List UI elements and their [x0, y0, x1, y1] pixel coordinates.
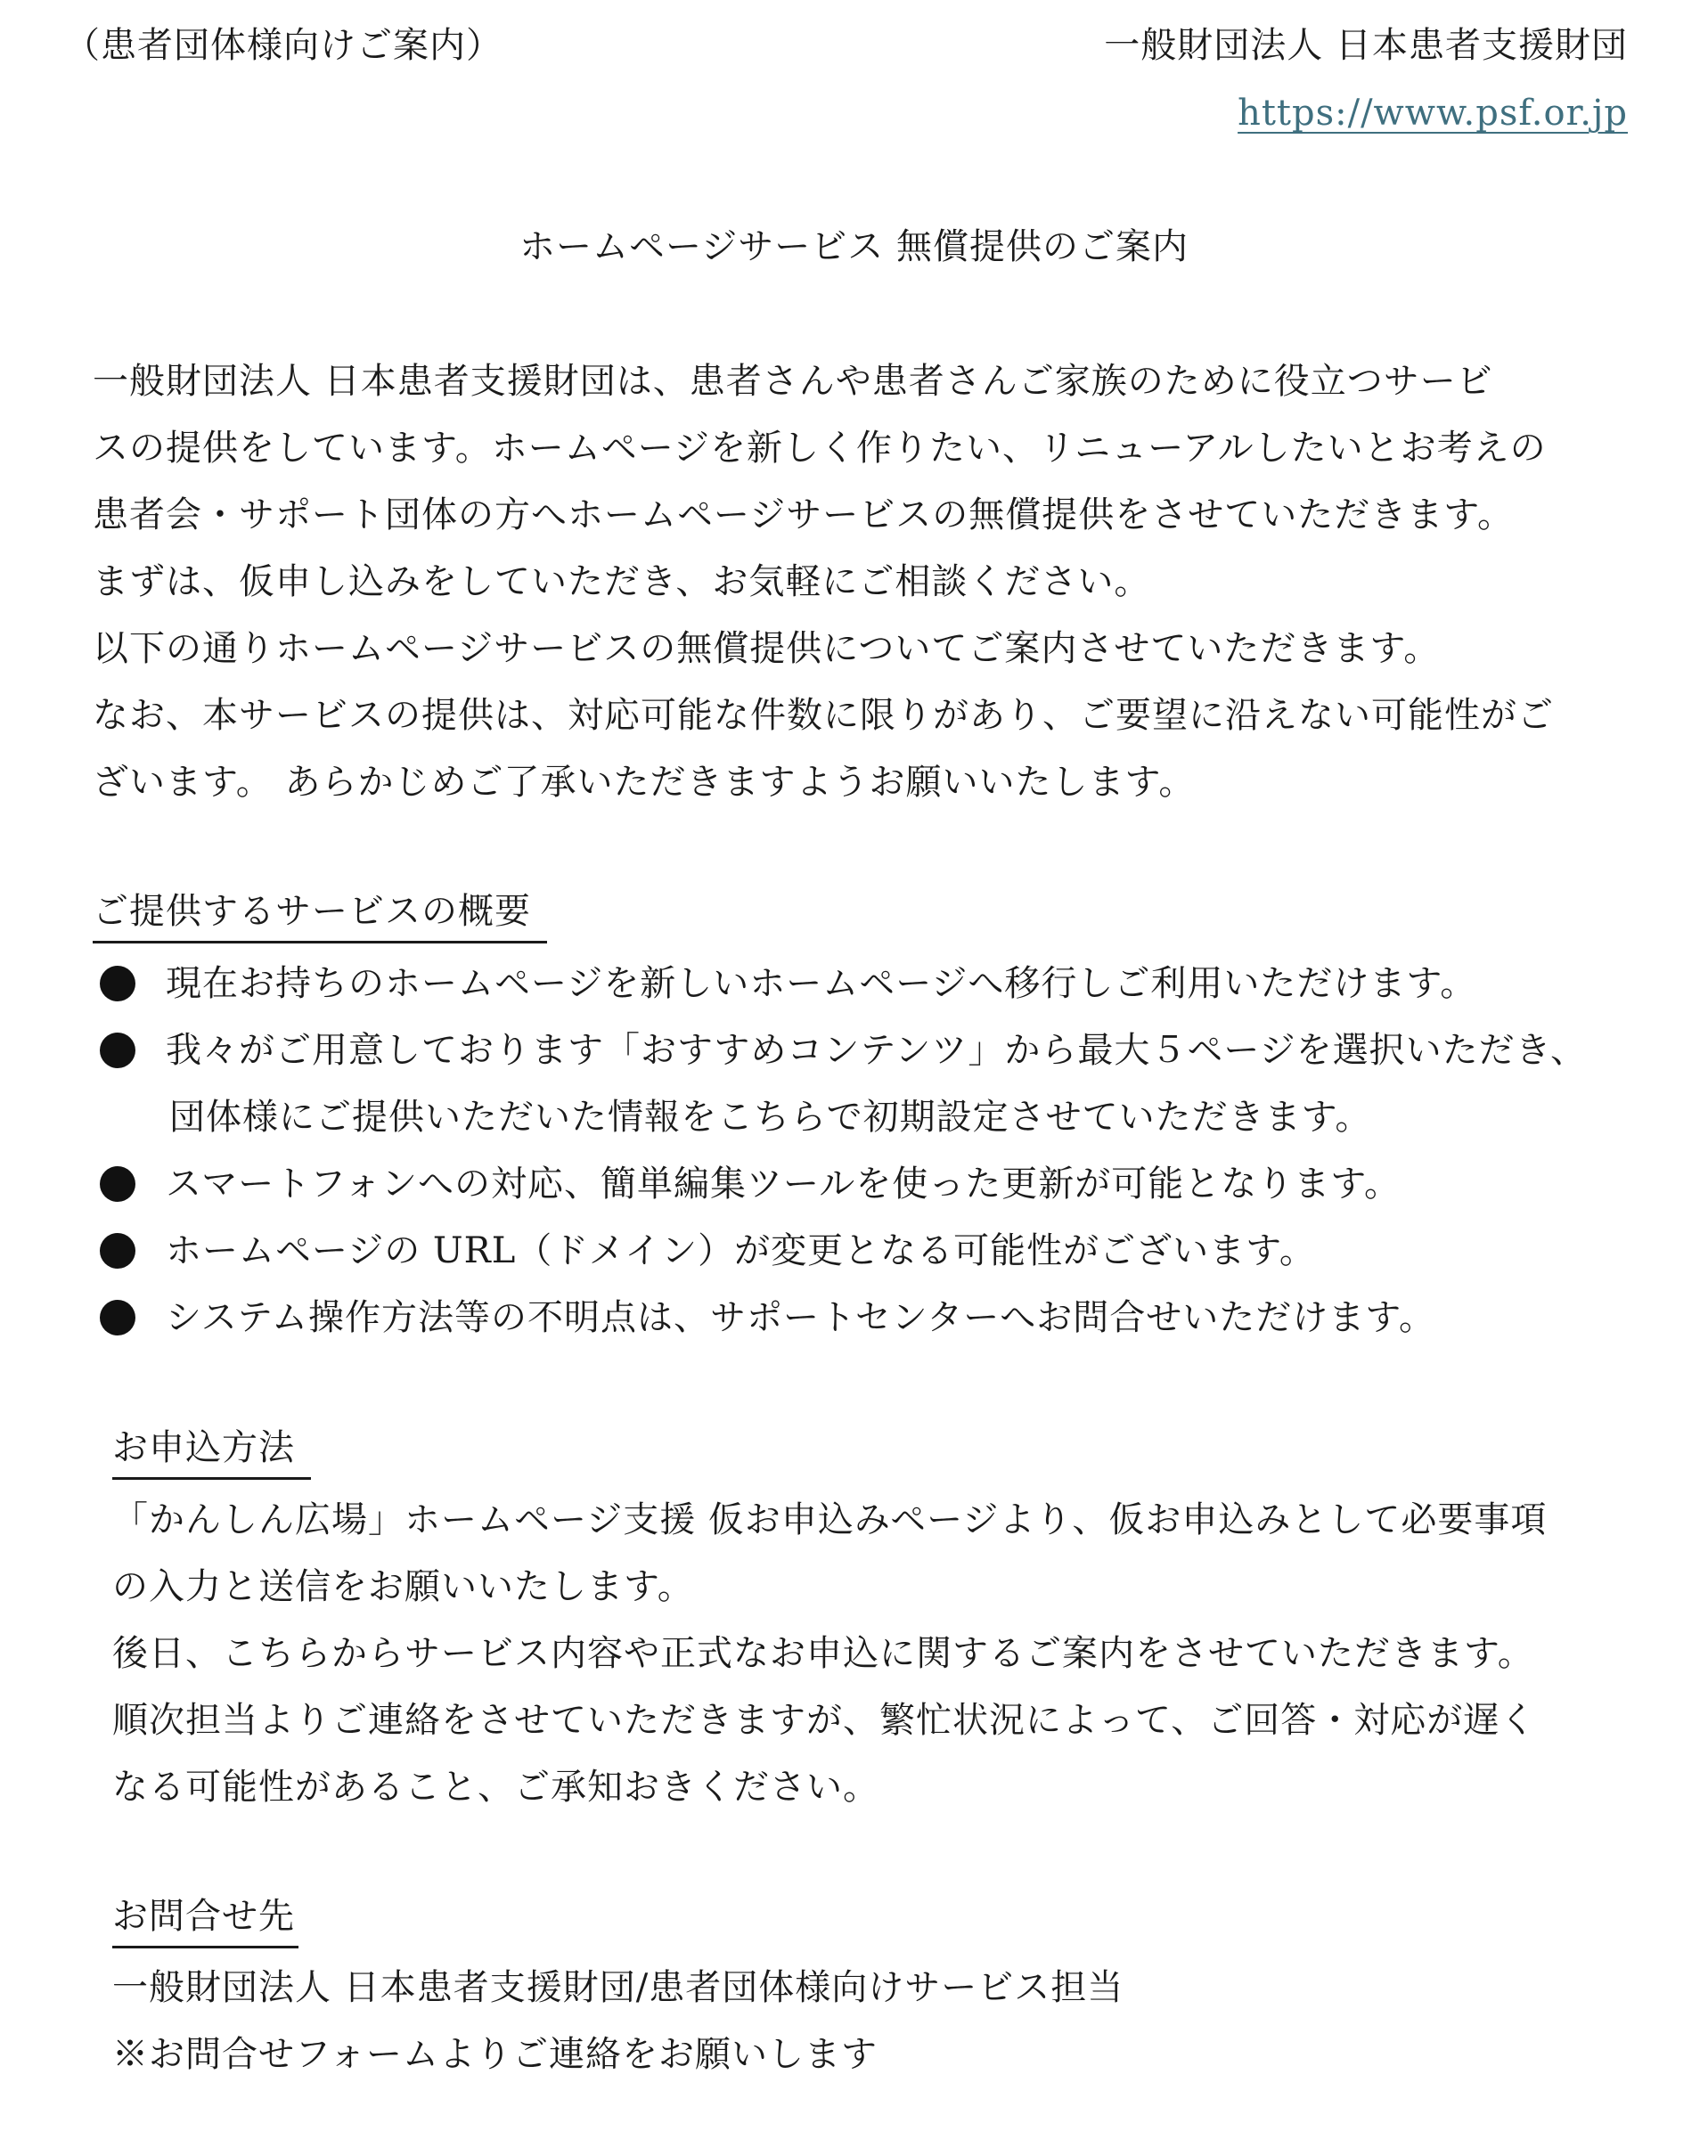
- contact-heading: お問合せ先: [112, 1894, 298, 1948]
- intro-line: まずは、仮申し込みをしていただき、お気軽にご相談ください。: [93, 561, 1151, 602]
- apply-line: の入力と送信をお願いいたします。: [112, 1566, 694, 1607]
- audience-note: （患者団体様向けご案内）: [64, 25, 503, 66]
- service-item: 我々がご用意しております「おすすめコンテンツ」から最大５ページを選択いただき、: [166, 1030, 1587, 1071]
- bullet-icon: [100, 1033, 135, 1068]
- bullet-icon: [100, 1166, 135, 1202]
- apply-line: 順次担当よりご連絡をさせていただきますが、繁忙状況によって、ご回答・対応が遅く: [112, 1700, 1537, 1741]
- services-heading: ご提供するサービスの概要: [93, 889, 547, 943]
- intro-line: 患者会・サポート団体の方へホームページサービスの無償提供をさせていただきます。: [93, 494, 1514, 535]
- service-item: 現在お持ちのホームページを新しいホームページへ移行しご利用いただけます。: [166, 963, 1477, 1004]
- bullet-icon: [100, 1233, 135, 1269]
- intro-line: ざいます。 あらかじめご了承いただきますようお願いいたします。: [93, 762, 1196, 803]
- service-item: スマートフォンへの対応、簡単編集ツールを使った更新が可能となります。: [166, 1164, 1401, 1205]
- intro-line: なお、本サービスの提供は、対応可能な件数に限りがあり、ご要望に沿えない可能性がご: [93, 695, 1554, 736]
- intro-line: 以下の通りホームページサービスの無償提供についてご案内させていただきます。: [93, 628, 1441, 669]
- service-item: ホームページの URL（ドメイン）が変更となる可能性がございます。: [166, 1230, 1316, 1271]
- apply-line: 後日、こちらからサービス内容や正式なお申込に関するご案内をさせていただきます。: [112, 1633, 1534, 1674]
- contact-line: ※お問合せフォームよりご連絡をお願いします: [112, 2034, 878, 2075]
- contact-line: 一般財団法人 日本患者支援財団/患者団体様向けサービス担当: [112, 1967, 1124, 2008]
- organization-name: 一般財団法人 日本患者支援財団: [1104, 25, 1628, 66]
- document-title: ホームページサービス 無償提供のご案内: [519, 226, 1189, 267]
- intro-line: 一般財団法人 日本患者支援財団は、患者さんや患者さんご家族のために役立つサービ: [93, 361, 1493, 402]
- website-link[interactable]: https://www.psf.or.jp: [1238, 93, 1628, 134]
- apply-heading: お申込方法: [112, 1425, 311, 1480]
- service-item-continuation: 団体様にご提供いただいた情報をこちらで初期設定させていただきます。: [169, 1097, 1372, 1138]
- bullet-icon: [100, 966, 135, 1001]
- apply-line: 「かんしん広場」ホームページ支援 仮お申込みページより、仮お申込みとして必要事項: [112, 1499, 1548, 1540]
- intro-line: スの提供をしています。ホームページを新しく作りたい、リニューアルしたいとお考えの: [93, 428, 1547, 469]
- service-item: システム操作方法等の不明点は、サポートセンターへお問合せいただけます。: [166, 1297, 1435, 1338]
- apply-line: なる可能性があること、ご承知おきください。: [112, 1767, 879, 1808]
- bullet-icon: [100, 1300, 135, 1335]
